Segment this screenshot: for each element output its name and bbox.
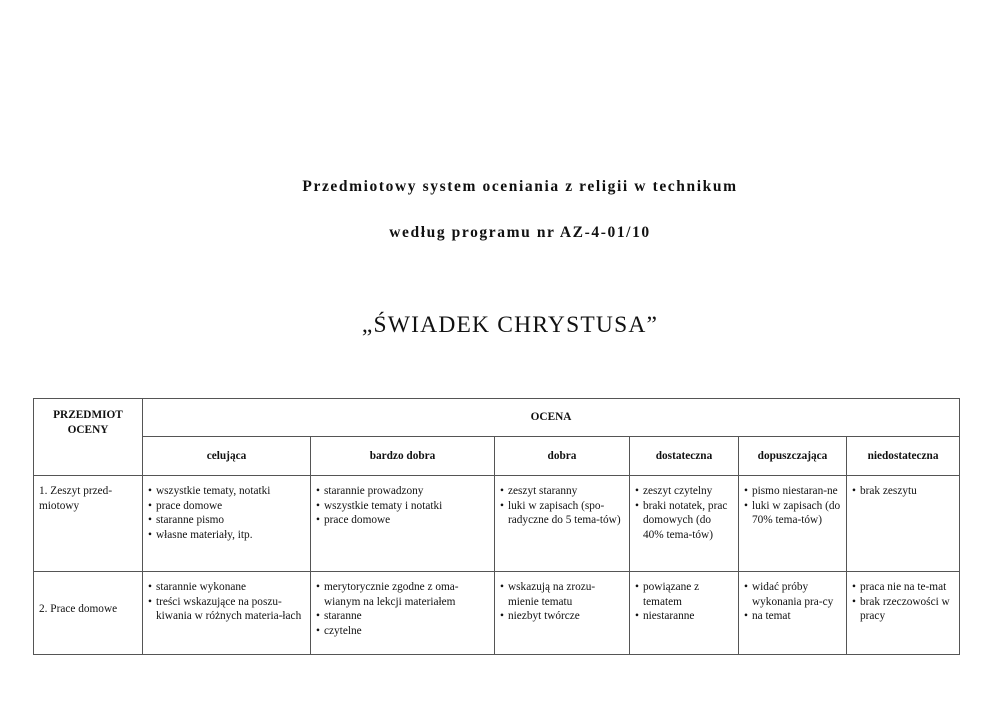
criterion-item: • luki w zapisach (do 70% tema-tów): [744, 499, 842, 528]
criterion-item: • niezbyt twórcze: [500, 609, 625, 624]
criterion-item: • staranne: [316, 609, 490, 624]
criterion-item: • zeszyt staranny: [500, 484, 625, 499]
criterion-item: • luki w zapisach (spo-radyczne do 5 tema-tów): [500, 499, 625, 528]
criterion-item: • widać próby wykonania pra-cy: [744, 580, 842, 609]
criterion-item: • prace domowe: [316, 513, 490, 528]
criterion-item: • niestaranne: [635, 609, 734, 624]
criterion-item: • braki notatek, prac domowych (do 40% tema-tów): [635, 499, 734, 543]
grading-table: [33, 398, 960, 655]
grade-header-celujaca: celująca: [143, 437, 311, 476]
subject-header: PRZEDMIOT OCENY: [34, 399, 143, 476]
criterion-item: • pismo niestaran-ne: [744, 484, 842, 499]
subject-cell: 1. Zeszyt przed-miotowy: [34, 476, 143, 572]
grade-header-dobra: dobra: [495, 437, 630, 476]
grade-header-niedostateczna: niedostateczna: [847, 437, 960, 476]
criterion-item: • praca nie na te-mat: [852, 580, 955, 595]
criterion-item: • staranne pismo: [148, 513, 306, 528]
criterion-item: • brak rzeczowości w pracy: [852, 595, 955, 624]
criterion-item: • brak zeszytu: [852, 484, 955, 499]
criterion-item: • wszystkie tematy, notatki: [148, 484, 306, 499]
criterion-item: • własne materiały, itp.: [148, 528, 306, 543]
program-name-heading: „ŚWIADEK CHRYSTUSA”: [361, 312, 659, 338]
program-number: według programu nr AZ-4-01/10: [389, 224, 651, 241]
table-row-zeszyt: [34, 476, 960, 572]
document-title: Przedmiotowy system oceniania z religii w technikum: [302, 178, 738, 195]
ocena-header: OCENA: [143, 399, 960, 437]
criterion-item: • prace domowe: [148, 499, 306, 514]
criterion-item: • starannie prowadzony: [316, 484, 490, 499]
criterion-item: • powiązane z tematem: [635, 580, 734, 609]
criterion-item: • wskazują na zrozu-mienie tematu: [500, 580, 625, 609]
criterion-item: • zeszyt czytelny: [635, 484, 734, 499]
subject-cell: 2. Prace domowe: [34, 572, 143, 655]
criterion-item: • merytorycznie zgodne z oma-wianym na lekcji materiałem: [316, 580, 490, 609]
criterion-item: • czytelne: [316, 624, 490, 639]
criterion-item: • wszystkie tematy i notatki: [316, 499, 490, 514]
grade-header-dopuszczajaca: dopuszczająca: [739, 437, 847, 476]
criterion-item: • na temat: [744, 609, 842, 624]
criterion-item: • treści wskazujące na poszu-kiwania w różnych materia-łach: [148, 595, 306, 624]
grade-header-bardzo-dobra: bardzo dobra: [311, 437, 495, 476]
table-row-prace-domowe: [34, 572, 960, 655]
criterion-item: • starannie wykonane: [148, 580, 306, 595]
grade-header-dostateczna: dostateczna: [630, 437, 739, 476]
